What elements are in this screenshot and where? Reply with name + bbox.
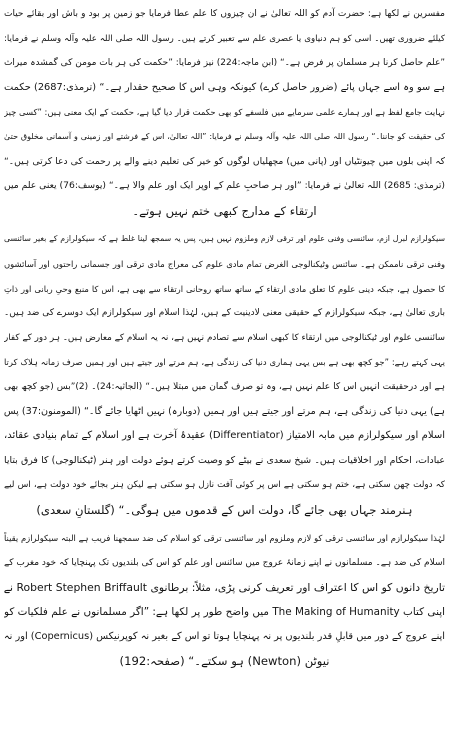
text-line: ہنرمند جہاں بھی جائے گا، دولت اس کے قدموں میں ہوگی۔“ (گلستانِ سعدی) — [36, 502, 413, 517]
text-line: کہ دولت چھن سکتی ہے، ختم ہو سکتی ہے اس پر کوئی آفت نازل ہو سکتی ہے لیکن ہنر بجائے خود دولت ہے، اس لیے — [4, 480, 445, 491]
text-line: ہے) یہی دنیا کی زندگی ہے، ہم مرتے اور جیتے ہیں اور ہمیں (دوبارہ) نہیں اٹھایا جائے گا۔“ (المومنون:37) پس — [4, 405, 445, 417]
text-line: اپنے عروج کے دور میں قابلِ قدر بلندیوں پر نہ پہنچایا ہوتا تو اس کے بغیر نہ کوپرنیکس (Copernicus) اور نہ — [4, 630, 445, 642]
text-line: یہی کہتے رہے: ”جو کچھ بھی ہے بس یہی ہماری دنیا کی زندگی ہے، ہم مرتے اور جیتے ہیں اور ہمیں صرف زمانہ ہلاک کرتا — [4, 357, 445, 368]
text-line: سائنسی علوم اور ٹیکنالوجی میں ارتقاء کا کبھی اسلام سے تصادم نہیں ہے، نہ یہ اسلام کے معارض ہیں۔ ہر دور کے کفار — [4, 332, 445, 343]
text-line: کہ اپنی بلوں میں چیونٹیاں اور (پانی میں) مچھلیاں لوگوں کو خیر کی تعلیم دینے والے پر رحمت کی دعا کرتی ہیں۔“ — [4, 155, 445, 167]
paragraph-knowledge — [4, 2, 445, 223]
paragraph-secularism — [4, 227, 445, 522]
text-line: اپنی کتاب The Making of Humanity میں واضح طور پر لکھا ہے: ”اگر مسلمانوں نے علم فلکیات کو — [4, 606, 445, 619]
text-line: نہایت جامع لفظ ہے اور ہمارے علمی سرمایے میں فلسفے کو بھی حکمت قرار دیا گیا ہے، حکمت کے ایک معنی ہیں: ”کسی چیز — [4, 107, 445, 118]
text-line: عبادات، احکام اور اخلاقیات ہیں۔ شیخ سعدی نے بیٹے کو وصیت کرتے ہوئے دولت اور ہنر (ٹیکنالوجی) کا فرق بتایا — [4, 454, 445, 466]
text-line: ”علم حاصل کرنا ہر مسلمان پر فرض ہے۔“ (ابن ماجہ:224) نیز فرمایا: ”حکمت کی ہر بات مومن کی گمشدہ میراث — [4, 58, 445, 69]
text-line: (ترمذی: 2685) اللہ تعالیٰ نے فرمایا: ”اور ہر صاحبِ علم کے اوپر ایک اور علم والا ہے۔“ (یوسف:76) یعنی علم میں — [4, 180, 445, 192]
paragraph-science-history — [4, 526, 445, 674]
text-line: وفنی ترقی ناممکن ہے۔ سائنس وٹیکنالوجی الغرض تمام مادی علوم کی معراج مادی ترقی اور جسمانی راحتوں اور آسائشوں — [4, 258, 445, 269]
text-line: اسلام اور سیکولرازم میں مابہ الامتیاز (Differentiator) عقیدۂ آخرت ہے اور اسلام کے تمام بنیادی عقائد، — [4, 430, 445, 442]
text-line: کیلئے ضروری تھیں۔ اسی کو ہم دنیاوی یا عصری علم سے تعبیر کرتے ہیں۔ رسول اللہ صلی اللہ علیہ وآلہ وسلم نے فرمایا: — [4, 33, 445, 44]
text-line: تاریخ دانوں کو اس کا اعتراف اور تعریف کرنی پڑی، مثلاً: برطانوی Robert Stephen Briffault نے — [4, 580, 445, 594]
text-line: سیکولرازم لبرل ازم، سائنسی وفنی علوم اور ترقی لازم وملزوم نہیں ہیں، پس یہ سمجھ لینا غلط ہے کہ سیکولرازم کے بغیر سائنسی — [4, 234, 445, 244]
text-line: ہے اور درحقیقت انہیں اس کا علم نہیں ہے، وہ تو صرف گمان میں مبتلا ہیں۔“ (الجاثیہ:24)۔ (2)”بس (جو کچھ بھی — [4, 381, 445, 392]
text-line: کا حصول ہے، جبکہ دینی علوم کا تعلق مادی ارتقاء کے ساتھ ساتھ روحانی ارتقاء سے بھی ہے، اس کا منبع وحیِ ربانی اور ذاتِ — [4, 283, 445, 294]
text-line: اسلام کی ضد ہے۔ مسلمانوں نے اپنے زمانۂ عروج میں سائنس اور علم کو اس کی بلندیوں تک پہنچایا کہ خود مغرب کے — [4, 558, 445, 569]
text-line: باری تعالیٰ ہے، جبکہ سیکولرازم کے حقیقی معنی لادینیت کے ہیں، لہٰذا اسلام اور سیکولرازم ایک دوسرے کی ضد ہیں۔ — [4, 308, 445, 319]
text-line: ارتقاء کے مدارج کبھی ختم نہیں ہوتے۔ — [132, 203, 317, 218]
text-line: لہٰذا سیکولرازم اور سائنسی ترقی کو لازم وملزوم اور سائنسی ترقی کو اسلام کی ضد سمجھنا فریب ہے البتہ سیکولرازم یقیناً — [4, 533, 445, 544]
text-line: ہے سو وہ اسے جہاں پائے (ضرور حاصل کرے) کیونکہ وہی اس کا صحیح حقدار ہے۔“ (ترمذی:2687) حکمت — [4, 81, 445, 93]
text-line: کی حقیقت کو جاننا۔“ رسول اللہ صلی اللہ علیہ وآلہ وسلم نے فرمایا: ”اللہ تعالیٰ، اس کے فرشتے اور زمینی و آسمانی مخلوق حتیٰ — [4, 131, 445, 141]
text-line: نیوٹن (Newton) ہو سکتے۔“ (صفحہ:192) — [119, 654, 330, 669]
text-line: مفسرین نے لکھا ہے: حضرت آدم کو اللہ تعالیٰ نے ان چیزوں کا علم عطا فرمایا جو زمین پر بود و باش اور بقائے حیات — [4, 9, 445, 19]
